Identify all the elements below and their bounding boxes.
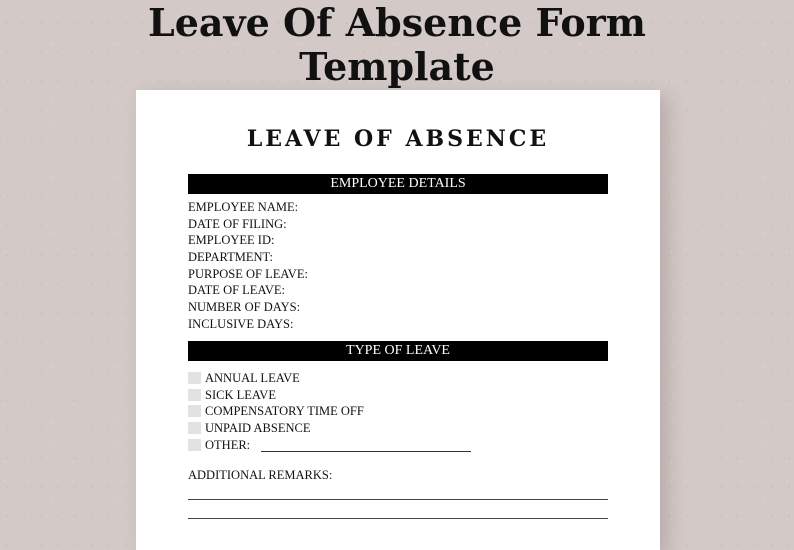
field-employee-name: EMPLOYEE NAME: — [188, 200, 299, 214]
employee-details-header: EMPLOYEE DETAILS — [188, 174, 608, 194]
remarks-input-line[interactable] — [188, 499, 608, 500]
form-title: LEAVE OF ABSENCE — [246, 126, 550, 152]
additional-remarks-label: ADDITIONAL REMARKS: — [188, 468, 333, 482]
annual-leave-checkbox[interactable] — [188, 372, 201, 384]
field-date-of-leave: DATE OF LEAVE: — [188, 283, 285, 298]
type-of-leave-header: TYPE OF LEAVE — [188, 341, 608, 361]
sick-leave-checkbox[interactable] — [188, 389, 201, 401]
other-leave-checkbox[interactable] — [188, 439, 201, 451]
field-employee-id: EMPLOYEE ID: — [188, 233, 275, 248]
banner-title-line-2: Template — [299, 44, 495, 89]
employee-details-fields — [188, 199, 308, 333]
other-leave-input-line[interactable] — [261, 451, 471, 452]
compensatory-time-off-checkbox[interactable] — [188, 405, 201, 417]
field-purpose-of-leave: PURPOSE OF LEAVE: — [188, 266, 308, 281]
leave-option-label: ANNUAL LEAVE — [205, 371, 300, 385]
leave-option-label: SICK LEAVE — [205, 387, 276, 402]
field-department: DEPARTMENT: — [188, 250, 273, 265]
leave-option-label: COMPENSATORY TIME OFF — [205, 404, 364, 419]
leave-option-label: OTHER: — [205, 437, 251, 452]
field-number-of-days: NUMBER OF DAYS: — [188, 300, 301, 315]
field-inclusive-days: INCLUSIVE DAYS: — [188, 316, 294, 331]
banner-title-line-1: Leave Of Absence Form — [148, 0, 646, 45]
form-sheet — [136, 90, 660, 550]
remarks-input-line[interactable] — [188, 518, 608, 519]
field-date-of-filing: DATE OF FILING: — [188, 216, 287, 231]
unpaid-absence-checkbox[interactable] — [188, 422, 201, 434]
leave-option-label: UNPAID ABSENCE — [205, 421, 311, 436]
